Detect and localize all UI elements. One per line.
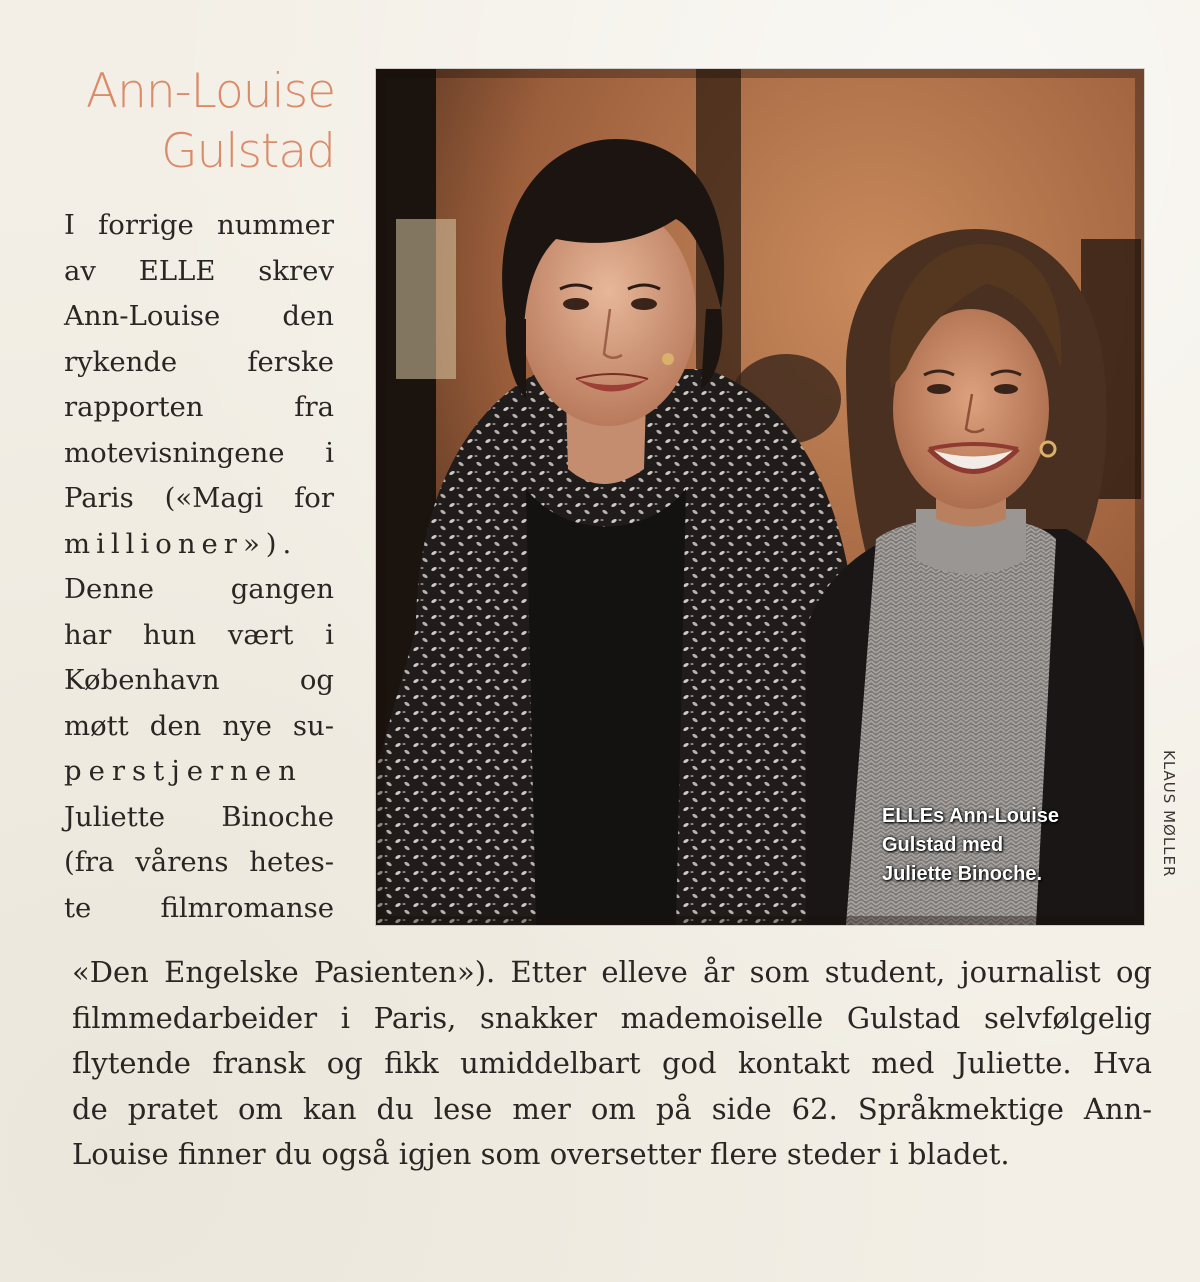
text-line: Denne gangen — [64, 573, 334, 605]
photo-illustration — [376, 69, 1144, 925]
text-line: møtt den nye su- — [64, 709, 334, 742]
title-line-1: Ann-Louise — [85, 64, 335, 119]
photo-caption — [882, 802, 1132, 889]
text-line: rykende ferske — [64, 345, 334, 378]
title-line-2: Gulstad — [161, 124, 335, 179]
full-width-text — [72, 950, 1152, 1178]
text-line: I forrige nummer — [64, 209, 334, 241]
text-line: de pratet om kan du lese mer om på side 62. Språkmektige Ann- — [72, 1091, 1152, 1126]
text-line: har hun vært i — [64, 618, 334, 651]
text-line: rapporten fra — [64, 391, 334, 423]
caption-line: Juliette Binoche. — [882, 863, 1043, 885]
text-line: perstjernen — [64, 755, 303, 787]
text-line: Louise finner du også igjen som oversetter flere steder i bladet. — [72, 1137, 1010, 1171]
text-line: motevisningene i — [64, 436, 334, 469]
text-line: «Den Engelske Pasienten»). Etter elleve år som student, journalist og — [72, 955, 1152, 989]
text-line: Juliette Binoche — [64, 800, 334, 833]
text-line: (fra vårens hetes- — [64, 846, 334, 878]
caption-line: Gulstad med — [882, 834, 1004, 856]
narrow-text-column — [64, 203, 334, 931]
photo-credit: KLAUS MØLLER — [1160, 750, 1178, 878]
article-photo — [376, 69, 1144, 925]
caption-line: ELLEs Ann-Louise — [882, 805, 1060, 827]
text-line: Paris («Magi for — [64, 482, 334, 514]
text-line: te filmromanse — [64, 891, 334, 924]
article-title — [60, 62, 335, 182]
text-line: av ELLE skrev — [64, 254, 334, 287]
text-line: København og — [64, 664, 334, 696]
text-line: Ann-Louise den — [64, 300, 334, 332]
text-line: flytende fransk og fikk umiddelbart god kontakt med Juliette. Hva — [72, 1046, 1152, 1080]
text-line: millioner»). — [64, 527, 298, 560]
text-line: filmmedarbeider i Paris, snakker mademoiselle Gulstad selvfølgelig — [72, 1000, 1152, 1035]
